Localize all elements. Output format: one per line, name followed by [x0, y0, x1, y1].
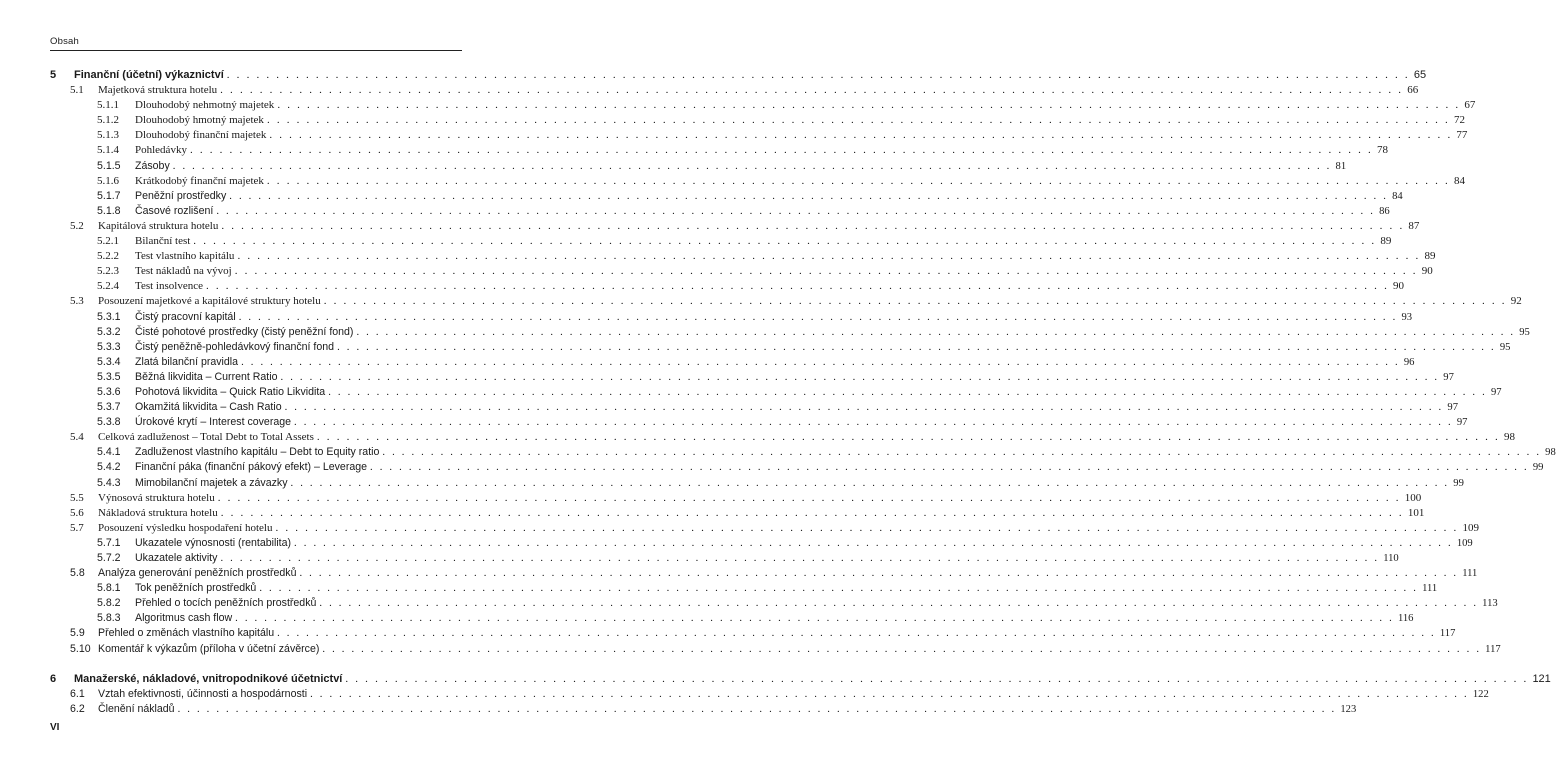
dot-leader: . . . . . . . . . . . . . . . . . . . . . . . . . . . . . . . . . . . . . . . . . . . . . . . . . . . . . . . . . . . . . . . . . . . . . . . . . . . . . . . . . . . . . . . . . . . . . . . . . . . . . . . . . . . . . . . . . . . . . . . . — [323, 295, 1507, 308]
toc-entry-number: 6 — [50, 672, 57, 685]
toc-entry-number: 5.4.2 — [97, 461, 121, 474]
dot-leader: . . . . . . . . . . . . . . . . . . . . . . . . . . . . . . . . . . . . . . . . . . . . . . . . . . . . . . . . . . . . . . . . . . . . . . . . . . . . . . . . . . . . . . . . . . . . . . . . . . . . . . . . . . . . . . . . . . . . . . . . — [226, 69, 1410, 81]
dot-leader: . . . . . . . . . . . . . . . . . . . . . . . . . . . . . . . . . . . . . . . . . . . . . . . . . . . . . . . . . . . . . . . . . . . . . . . . . . . . . . . . . . . . . . . . . . . . . . . . . . . . . . . . . . . . . . . . . . . . . . . . — [328, 386, 1487, 398]
toc-entry-page: 78 — [1377, 144, 1389, 157]
toc-entry-page: 65 — [1413, 69, 1427, 81]
toc-entry-number: 5.7 — [70, 521, 84, 534]
toc-entry[interactable] — [50, 310, 1413, 325]
toc-entry-title: Finanční (účetní) výkaznictví — [74, 69, 224, 81]
toc-entry-page: 72 — [1454, 114, 1465, 127]
toc-entry[interactable] — [50, 294, 1522, 309]
toc-entry-title: Peněžní prostředky — [135, 189, 227, 202]
dot-leader: . . . . . . . . . . . . . . . . . . . . . . . . . . . . . . . . . . . . . . . . . . . . . . . . . . . . . . . . . . . . . . . . . . . . . . . . . . . . . . . . . . . . . . . . . . . . . . . . . . . . . . . . . . . . . . . . . . . . . . . . — [370, 462, 1529, 474]
toc-entry-number: 5.1.4 — [97, 144, 119, 157]
toc-entry-page: 87 — [1408, 219, 1420, 232]
toc-entry[interactable] — [50, 476, 1464, 491]
toc-entry-number: 5.3.2 — [97, 325, 121, 338]
toc-entry-number: 5.9 — [70, 627, 85, 640]
toc-entry[interactable] — [50, 174, 1465, 189]
toc-entry-page: 95 — [1519, 326, 1530, 338]
toc-entry-number: 5.8.1 — [97, 582, 121, 595]
toc-entry-number: 5.3.3 — [97, 340, 121, 353]
dot-leader: . . . . . . . . . . . . . . . . . . . . . . . . . . . . . . . . . . . . . . . . . . . . . . . . . . . . . . . . . . . . . . . . . . . . . . . . . . . . . . . . . . . . . . . . . . . . . . . . . . . . . . . . . . . . . . . . . . . . . . . . — [294, 417, 1453, 429]
toc-entry-page: 99 — [1453, 477, 1464, 489]
dot-leader: . . . . . . . . . . . . . . . . . . . . . . . . . . . . . . . . . . . . . . . . . . . . . . . . . . . . . . . . . . . . . . . . . . . . . . . . . . . . . . . . . . . . . . . . . . . . . . . . . . . . . . . . . . . . . . . . . . . . . . . . — [193, 235, 1377, 248]
dot-leader: . . . . . . . . . . . . . . . . . . . . . . . . . . . . . . . . . . . . . . . . . . . . . . . . . . . . . . . . . . . . . . . . . . . . . . . . . . . . . . . . . . . . . . . . . . . . . . . . . . . . . . . . . . . . . . . . . . . . . . . . — [220, 506, 1404, 519]
dot-leader: . . . . . . . . . . . . . . . . . . . . . . . . . . . . . . . . . . . . . . . . . . . . . . . . . . . . . . . . . . . . . . . . . . . . . . . . . . . . . . . . . . . . . . . . . . . . . . . . . . . . . . . . . . . . . . . . . . . . . . . . — [238, 311, 1398, 323]
toc-entry-page: 84 — [1453, 174, 1465, 187]
toc-entry-number: 5.1.6 — [97, 174, 119, 187]
toc-entry[interactable] — [50, 581, 1438, 596]
toc-entry-number: 5.1 — [70, 84, 84, 97]
toc-chapter-entry[interactable] — [50, 68, 1427, 83]
toc-entry-title: Zlatá bilanční pravidla — [135, 355, 239, 368]
toc-entry-number: 5.1.7 — [97, 189, 121, 202]
toc-entry-number: 6.2 — [70, 702, 85, 715]
dot-leader: . . . . . . . . . . . . . . . . . . . . . . . . . . . . . . . . . . . . . . . . . . . . . . . . . . . . . . . . . . . . . . . . . . . . . . . . . . . . . . . . . . . . . . . . . . . . . . . . . . . . . . . . . . . . . . . . . . . . . . . . — [280, 371, 1440, 383]
toc-entry-number: 5.1.5 — [97, 159, 121, 172]
toc-entry[interactable] — [50, 113, 1465, 128]
dot-leader: . . . . . . . . . . . . . . . . . . . . . . . . . . . . . . . . . . . . . . . . . . . . . . . . . . . . . . . . . . . . . . . . . . . . . . . . . . . . . . . . . . . . . . . . . . . . . . . . . . . . . . . . . . . . . . . . . . . . . . . . — [345, 672, 1529, 685]
toc-entry-title: Posouzení majetkové a kapitálové struktury hotelu — [98, 295, 321, 308]
toc-entry[interactable] — [50, 83, 1419, 98]
toc-entry[interactable] — [50, 415, 1468, 430]
toc-entry-page: 100 — [1404, 491, 1422, 504]
toc-entry-number: 5.5 — [70, 491, 84, 504]
toc-entry[interactable] — [50, 264, 1433, 279]
toc-entry-title: Majetková struktura hotelu — [98, 84, 218, 97]
toc-entry[interactable] — [50, 460, 1544, 475]
toc-entry-title: Tok peněžních prostředků — [135, 582, 257, 595]
toc-entry-number: 5.3 — [70, 295, 84, 308]
toc-entry-page: 117 — [1485, 643, 1501, 655]
dot-leader: . . . . . . . . . . . . . . . . . . . . . . . . . . . . . . . . . . . . . . . . . . . . . . . . . . . . . . . . . . . . . . . . . . . . . . . . . . . . . . . . . . . . . . . . . . . . . . . . . . . . . . . . . . . . . . . . . . . . . . . . — [216, 205, 1376, 217]
toc-entry-page: 116 — [1397, 613, 1414, 625]
toc-entry-page: 77 — [1456, 129, 1468, 142]
dot-leader: . . . . . . . . . . . . . . . . . . . . . . . . . . . . . . . . . . . . . . . . . . . . . . . . . . . . . . . . . . . . . . . . . . . . . . . . . . . . . . . . . . . . . . . . . . . . . . . . . . . . . . . . . . . . . . . . . . . . . . . . — [221, 219, 1405, 232]
toc-entry-title: Čisté pohotové prostředky (čistý peněžní fond) — [135, 325, 354, 338]
toc-entry[interactable] — [50, 159, 1347, 174]
toc-entry-number: 5.4 — [70, 431, 84, 444]
dot-leader: . . . . . . . . . . . . . . . . . . . . . . . . . . . . . . . . . . . . . . . . . . . . . . . . . . . . . . . . . . . . . . . . . . . . . . . . . . . . . . . . . . . . . . . . . . . . . . . . . . . . . . . . . . . . . . . . . . . . . . . . — [277, 99, 1461, 112]
dot-leader: . . . . . . . . . . . . . . . . . . . . . . . . . . . . . . . . . . . . . . . . . . . . . . . . . . . . . . . . . . . . . . . . . . . . . . . . . . . . . . . . . . . . . . . . . . . . . . . . . . . . . . . . . . . . . . . . . . . . . . . . — [322, 643, 1482, 655]
toc-entry[interactable] — [50, 189, 1403, 204]
toc-entry-number: 5.3.4 — [97, 355, 121, 368]
toc-entry[interactable] — [50, 521, 1480, 536]
table-of-contents — [50, 68, 1556, 717]
toc-entry-page: 101 — [1407, 506, 1425, 519]
toc-entry-page: 86 — [1379, 205, 1390, 217]
toc-entry-title: Mimobilanční majetek a závazky — [135, 476, 288, 489]
toc-entry-number: 5.8.2 — [97, 597, 121, 610]
toc-entry-page: 96 — [1403, 356, 1415, 368]
toc-entry-page: 93 — [1401, 311, 1413, 323]
toc-entry[interactable] — [50, 219, 1420, 234]
toc-entry-title: Manažerské, nákladové, vnitropodnikové účetnictví — [74, 672, 343, 685]
toc-entry-number: 6.1 — [70, 687, 85, 700]
page-number: VI — [50, 722, 60, 733]
header-rule — [50, 50, 462, 51]
toc-entry-page: 97 — [1456, 417, 1468, 429]
toc-entry-page: 97 — [1443, 371, 1454, 383]
toc-entry-title: Zásoby — [135, 159, 170, 172]
toc-entry-page: 110 — [1383, 553, 1399, 564]
toc-entry[interactable] — [50, 128, 1468, 143]
toc-entry-page: 66 — [1407, 84, 1419, 97]
toc-entry-number: 5.10 — [70, 642, 91, 655]
toc-entry[interactable] — [50, 400, 1458, 415]
toc-entry-title: Okamžitá likvidita – Cash Ratio — [135, 401, 282, 414]
toc-entry-page: 117 — [1439, 628, 1456, 640]
dot-leader: . . . . . . . . . . . . . . . . . . . . . . . . . . . . . . . . . . . . . . . . . . . . . . . . . . . . . . . . . . . . . . . . . . . . . . . . . . . . . . . . . . . . . . . . . . . . . . . . . . . . . . . . . . . . . . . . . . . . . . . . — [241, 356, 1400, 368]
toc-entry-number: 5.2.2 — [97, 250, 119, 263]
toc-entry-title: Bilanční test — [135, 235, 191, 248]
toc-entry-page: 111 — [1422, 583, 1438, 595]
section-gap — [50, 657, 462, 672]
toc-entry-number: 5.2.4 — [97, 280, 119, 293]
dot-leader: . . . . . . . . . . . . . . . . . . . . . . . . . . . . . . . . . . . . . . . . . . . . . . . . . . . . . . . . . . . . . . . . . . . . . . . . . . . . . . . . . . . . . . . . . . . . . . . . . . . . . . . . . . . . . . . . . . . . . . . . — [284, 402, 1444, 414]
toc-entry-title: Test vlastního kapitálu — [135, 250, 235, 263]
toc-entry[interactable] — [50, 279, 1405, 294]
dot-leader: . . . . . . . . . . . . . . . . . . . . . . . . . . . . . . . . . . . . . . . . . . . . . . . . . . . . . . . . . . . . . . . . . . . . . . . . . . . . . . . . . . . . . . . . . . . . . . . . . . . . . . . . . . . . . . . . . . . . . . . . — [277, 628, 1436, 640]
toc-entry-title: Komentář k výkazům (příloha v účetní závěrce) — [98, 642, 320, 655]
toc-entry[interactable] — [50, 506, 1425, 521]
toc-entry-page: 122 — [1472, 688, 1489, 700]
toc-entry-title: Zadluženost vlastního kapitálu – Debt to Equity ratio — [135, 446, 380, 459]
toc-entry[interactable] — [50, 340, 1511, 355]
toc-entry-number: 5.6 — [70, 506, 84, 519]
toc-entry-number: 5.1.3 — [97, 129, 119, 142]
dot-leader: . . . . . . . . . . . . . . . . . . . . . . . . . . . . . . . . . . . . . . . . . . . . . . . . . . . . . . . . . . . . . . . . . . . . . . . . . . . . . . . . . . . . . . . . . . . . . . . . . . . . . . . . . . . . . . . . . . . . . . . . — [172, 160, 1332, 172]
toc-entry[interactable] — [50, 204, 1390, 219]
toc-entry-title: Kapitálová struktura hotelu — [98, 219, 219, 232]
toc-entry-page: 99 — [1532, 462, 1544, 474]
toc-entry-page: 89 — [1424, 250, 1436, 263]
toc-entry-title: Přehled o změnách vlastního kapitálu — [98, 627, 275, 640]
toc-entry-number: 5.3.6 — [97, 385, 121, 398]
toc-entry[interactable] — [50, 491, 1422, 506]
toc-entry-page: 84 — [1392, 190, 1403, 202]
toc-entry-number: 5.7.1 — [97, 536, 121, 549]
dot-leader: . . . . . . . . . . . . . . . . . . . . . . . . . . . . . . . . . . . . . . . . . . . . . . . . . . . . . . . . . . . . . . . . . . . . . . . . . . . . . . . . . . . . . . . . . . . . . . . . . . . . . . . . . . . . . . . . . . . . . . . . — [356, 326, 1516, 338]
toc-entry-title: Celková zadluženost – Total Debt to Total Assets — [98, 431, 314, 444]
toc-entry-page: 89 — [1380, 235, 1392, 248]
toc-entry-page: 113 — [1482, 598, 1498, 610]
dot-leader: . . . . . . . . . . . . . . . . . . . . . . . . . . . . . . . . . . . . . . . . . . . . . . . . . . . . . . . . . . . . . . . . . . . . . . . . . . . . . . . . . . . . . . . . . . . . . . . . . . . . . . . . . . . . . . . . . . . . . . . . — [220, 84, 1404, 97]
toc-entry-title: Finanční páka (finanční pákový efekt) – Leverage — [135, 461, 368, 474]
toc-entry-number: 5.3.8 — [97, 416, 121, 429]
toc-entry-title: Dlouhodobý hmotný majetek — [135, 114, 264, 127]
toc-entry-title: Nákladová struktura hotelu — [98, 506, 218, 519]
toc-entry-title: Členění nákladů — [98, 702, 175, 715]
toc-entry-number: 5 — [50, 69, 57, 81]
dot-leader: . . . . . . . . . . . . . . . . . . . . . . . . . . . . . . . . . . . . . . . . . . . . . . . . . . . . . . . . . . . . . . . . . . . . . . . . . . . . . . . . . . . . . . . . . . . . . . . . . . . . . . . . . . . . . . . . . . . . . . . . — [235, 613, 1394, 625]
toc-entry[interactable] — [50, 355, 1415, 370]
toc-entry-page: 90 — [1393, 280, 1405, 293]
dot-leader: . . . . . . . . . . . . . . . . . . . . . . . . . . . . . . . . . . . . . . . . . . . . . . . . . . . . . . . . . . . . . . . . . . . . . . . . . . . . . . . . . . . . . . . . . . . . . . . . . . . . . . . . . . . . . . . . . . . . . . . . — [294, 537, 1453, 549]
dot-leader: . . . . . . . . . . . . . . . . . . . . . . . . . . . . . . . . . . . . . . . . . . . . . . . . . . . . . . . . . . . . . . . . . . . . . . . . . . . . . . . . . . . . . . . . . . . . . . . . . . . . . . . . . . . . . . . . . . . . . . . . — [316, 431, 1500, 444]
toc-entry-title: Algoritmus cash flow — [135, 612, 233, 625]
toc-entry-page: 109 — [1456, 537, 1473, 549]
dot-leader: . . . . . . . . . . . . . . . . . . . . . . . . . . . . . . . . . . . . . . . . . . . . . . . . . . . . . . . . . . . . . . . . . . . . . . . . . . . . . . . . . . . . . . . . . . . . . . . . . . . . . . . . . . . . . . . . . . . . . . . . — [237, 250, 1421, 263]
toc-entry[interactable] — [50, 370, 1454, 385]
toc-entry-number: 5.4.3 — [97, 476, 121, 489]
toc-entry-page: 109 — [1462, 521, 1480, 534]
dot-leader: . . . . . . . . . . . . . . . . . . . . . . . . . . . . . . . . . . . . . . . . . . . . . . . . . . . . . . . . . . . . . . . . . . . . . . . . . . . . . . . . . . . . . . . . . . . . . . . . . . . . . . . . . . . . . . . . . . . . . . . . — [319, 598, 1479, 610]
toc-entry-page: 95 — [1499, 341, 1511, 353]
toc-entry-title: Ukazatele výnosnosti (rentabilita) — [135, 536, 292, 549]
dot-leader: . . . . . . . . . . . . . . . . . . . . . . . . . . . . . . . . . . . . . . . . . . . . . . . . . . . . . . . . . . . . . . . . . . . . . . . . . . . . . . . . . . . . . . . . . . . . . . . . . . . . . . . . . . . . . . . . . . . . . . . . — [266, 174, 1450, 187]
dot-leader: . . . . . . . . . . . . . . . . . . . . . . . . . . . . . . . . . . . . . . . . . . . . . . . . . . . . . . . . . . . . . . . . . . . . . . . . . . . . . . . . . . . . . . . . . . . . . . . . . . . . . . . . . . . . . . . . . . . . . . . . — [269, 129, 1453, 142]
dot-leader: . . . . . . . . . . . . . . . . . . . . . . . . . . . . . . . . . . . . . . . . . . . . . . . . . . . . . . . . . . . . . . . . . . . . . . . . . . . . . . . . . . . . . . . . . . . . . . . . . . . . . . . . . . . . . . . . . . . . . . . . — [290, 477, 1450, 489]
toc-entry-number: 5.8 — [70, 567, 85, 580]
toc-entry[interactable] — [50, 234, 1392, 249]
toc-entry-number: 5.1.2 — [97, 114, 119, 127]
toc-entry-page: 98 — [1545, 447, 1556, 459]
toc-entry[interactable] — [50, 430, 1515, 445]
toc-entry-number: 5.3.5 — [97, 370, 121, 383]
toc-entry-page: 111 — [1462, 568, 1478, 580]
toc-entry-title: Test insolvence — [135, 280, 203, 293]
toc-entry-title: Časové rozlišení — [135, 204, 214, 217]
toc-entry-number: 5.7.2 — [97, 552, 121, 564]
toc-entry-title: Test nákladů na vývoj — [135, 265, 232, 278]
dot-leader: . . . . . . . . . . . . . . . . . . . . . . . . . . . . . . . . . . . . . . . . . . . . . . . . . . . . . . . . . . . . . . . . . . . . . . . . . . . . . . . . . . . . . . . . . . . . . . . . . . . . . . . . . . . . . . . . . . . . . . . . — [266, 114, 1450, 127]
toc-entry[interactable] — [50, 687, 1489, 702]
toc-entry-title: Ukazatele aktivity — [135, 552, 218, 564]
toc-entry-title: Přehled o tocích peněžních prostředků — [135, 597, 317, 610]
toc-entry-page: 81 — [1335, 160, 1347, 172]
dot-leader: . . . . . . . . . . . . . . . . . . . . . . . . . . . . . . . . . . . . . . . . . . . . . . . . . . . . . . . . . . . . . . . . . . . . . . . . . . . . . . . . . . . . . . . . . . . . . . . . . . . . . . . . . . . . . . . . . . . . . . . . — [217, 491, 1401, 504]
toc-entry-title: Čistý peněžně-pohledávkový finanční fond — [135, 340, 335, 353]
toc-entry[interactable] — [50, 385, 1502, 400]
toc-entry-number: 5.3.1 — [97, 310, 121, 323]
dot-leader: . . . . . . . . . . . . . . . . . . . . . . . . . . . . . . . . . . . . . . . . . . . . . . . . . . . . . . . . . . . . . . . . . . . . . . . . . . . . . . . . . . . . . . . . . . . . . . . . . . . . . . . . . . . . . . . . . . . . . . . . — [220, 553, 1380, 564]
toc-entry[interactable] — [50, 325, 1530, 340]
toc-entry-title: Krátkodobý finanční majetek — [135, 174, 264, 187]
toc-entry-page: 97 — [1490, 386, 1502, 398]
toc-entry-title: Dlouhodobý nehmotný majetek — [135, 99, 275, 112]
dot-leader: . . . . . . . . . . . . . . . . . . . . . . . . . . . . . . . . . . . . . . . . . . . . . . . . . . . . . . . . . . . . . . . . . . . . . . . . . . . . . . . . . . . . . . . . . . . . . . . . . . . . . . . . . . . . . . . . . . . . . . . . — [337, 341, 1496, 353]
toc-entry-title: Posouzení výsledku hospodaření hotelu — [98, 521, 273, 534]
dot-leader: . . . . . . . . . . . . . . . . . . . . . . . . . . . . . . . . . . . . . . . . . . . . . . . . . . . . . . . . . . . . . . . . . . . . . . . . . . . . . . . . . . . . . . . . . . . . . . . . . . . . . . . . . . . . . . . . . . . . . . . . — [177, 703, 1337, 715]
toc-entry-title: Analýza generování peněžních prostředků — [98, 567, 297, 580]
dot-leader: . . . . . . . . . . . . . . . . . . . . . . . . . . . . . . . . . . . . . . . . . . . . . . . . . . . . . . . . . . . . . . . . . . . . . . . . . . . . . . . . . . . . . . . . . . . . . . . . . . . . . . . . . . . . . . . . . . . . . . . . — [275, 521, 1459, 534]
toc-entry[interactable] — [50, 98, 1476, 113]
toc-entry-title: Běžná likvidita – Current Ratio — [135, 370, 278, 383]
toc-entry[interactable] — [50, 702, 1357, 717]
dot-leader: . . . . . . . . . . . . . . . . . . . . . . . . . . . . . . . . . . . . . . . . . . . . . . . . . . . . . . . . . . . . . . . . . . . . . . . . . . . . . . . . . . . . . . . . . . . . . . . . . . . . . . . . . . . . . . . . . . . . . . . . — [382, 447, 1542, 459]
toc-entry-page: 90 — [1421, 265, 1433, 278]
toc-entry[interactable] — [50, 445, 1556, 460]
toc-entry-title: Vztah efektivnosti, účinnosti a hospodárnosti — [98, 687, 308, 700]
running-header: Obsah — [50, 36, 79, 47]
toc-entry-number: 5.3.7 — [97, 401, 121, 414]
toc-entry-title: Dlouhodobý finanční majetek — [135, 129, 267, 142]
toc-entry-number: 5.2.3 — [97, 265, 119, 278]
toc-chapter-entry[interactable] — [50, 672, 1551, 687]
toc-entry-title: Úrokové krytí – Interest coverage — [135, 416, 292, 429]
toc-entry[interactable] — [50, 551, 1399, 566]
toc-entry-page: 92 — [1510, 295, 1522, 308]
toc-entry[interactable] — [50, 642, 1501, 657]
toc-entry-number: 5.1.8 — [97, 204, 121, 217]
toc-entry[interactable] — [50, 596, 1498, 611]
toc-entry-title: Výnosová struktura hotelu — [98, 491, 215, 504]
toc-entry[interactable] — [50, 566, 1478, 581]
toc-entry-number: 5.4.1 — [97, 446, 121, 459]
toc-entry-page: 123 — [1340, 703, 1357, 715]
toc-entry-number: 5.8.3 — [97, 612, 121, 625]
dot-leader: . . . . . . . . . . . . . . . . . . . . . . . . . . . . . . . . . . . . . . . . . . . . . . . . . . . . . . . . . . . . . . . . . . . . . . . . . . . . . . . . . . . . . . . . . . . . . . . . . . . . . . . . . . . . . . . . . . . . . . . . — [259, 583, 1419, 595]
toc-entry-number: 5.2.1 — [97, 235, 119, 248]
toc-entry-page: 97 — [1447, 402, 1458, 414]
dot-leader: . . . . . . . . . . . . . . . . . . . . . . . . . . . . . . . . . . . . . . . . . . . . . . . . . . . . . . . . . . . . . . . . . . . . . . . . . . . . . . . . . . . . . . . . . . . . . . . . . . . . . . . . . . . . . . . . . . . . . . . . — [189, 144, 1374, 157]
toc-entry[interactable] — [50, 626, 1456, 641]
dot-leader: . . . . . . . . . . . . . . . . . . . . . . . . . . . . . . . . . . . . . . . . . . . . . . . . . . . . . . . . . . . . . . . . . . . . . . . . . . . . . . . . . . . . . . . . . . . . . . . . . . . . . . . . . . . . . . . . . . . . . . . . — [299, 568, 1459, 580]
toc-entry-number: 5.1.1 — [97, 99, 119, 112]
toc-entry-number: 5.2 — [70, 219, 84, 232]
toc-entry[interactable] — [50, 536, 1473, 551]
toc-entry-title: Pohledávky — [135, 144, 187, 157]
toc-entry-title: Pohotová likvidita – Quick Ratio Likvidita — [135, 385, 326, 398]
dot-leader: . . . . . . . . . . . . . . . . . . . . . . . . . . . . . . . . . . . . . . . . . . . . . . . . . . . . . . . . . . . . . . . . . . . . . . . . . . . . . . . . . . . . . . . . . . . . . . . . . . . . . . . . . . . . . . . . . . . . . . . . — [229, 190, 1389, 202]
toc-entry-title: Čistý pracovní kapitál — [135, 310, 236, 323]
toc-entry-page: 121 — [1532, 672, 1551, 685]
toc-entry[interactable] — [50, 611, 1414, 626]
dot-leader: . . . . . . . . . . . . . . . . . . . . . . . . . . . . . . . . . . . . . . . . . . . . . . . . . . . . . . . . . . . . . . . . . . . . . . . . . . . . . . . . . . . . . . . . . . . . . . . . . . . . . . . . . . . . . . . . . . . . . . . . — [310, 688, 1469, 700]
dot-leader: . . . . . . . . . . . . . . . . . . . . . . . . . . . . . . . . . . . . . . . . . . . . . . . . . . . . . . . . . . . . . . . . . . . . . . . . . . . . . . . . . . . . . . . . . . . . . . . . . . . . . . . . . . . . . . . . . . . . . . . . — [234, 265, 1418, 278]
toc-entry-page: 98 — [1503, 431, 1515, 444]
toc-entry[interactable] — [50, 249, 1436, 264]
toc-entry-page: 67 — [1464, 99, 1476, 112]
toc-entry[interactable] — [50, 143, 1389, 158]
dot-leader: . . . . . . . . . . . . . . . . . . . . . . . . . . . . . . . . . . . . . . . . . . . . . . . . . . . . . . . . . . . . . . . . . . . . . . . . . . . . . . . . . . . . . . . . . . . . . . . . . . . . . . . . . . . . . . . . . . . . . . . . — [205, 280, 1390, 293]
